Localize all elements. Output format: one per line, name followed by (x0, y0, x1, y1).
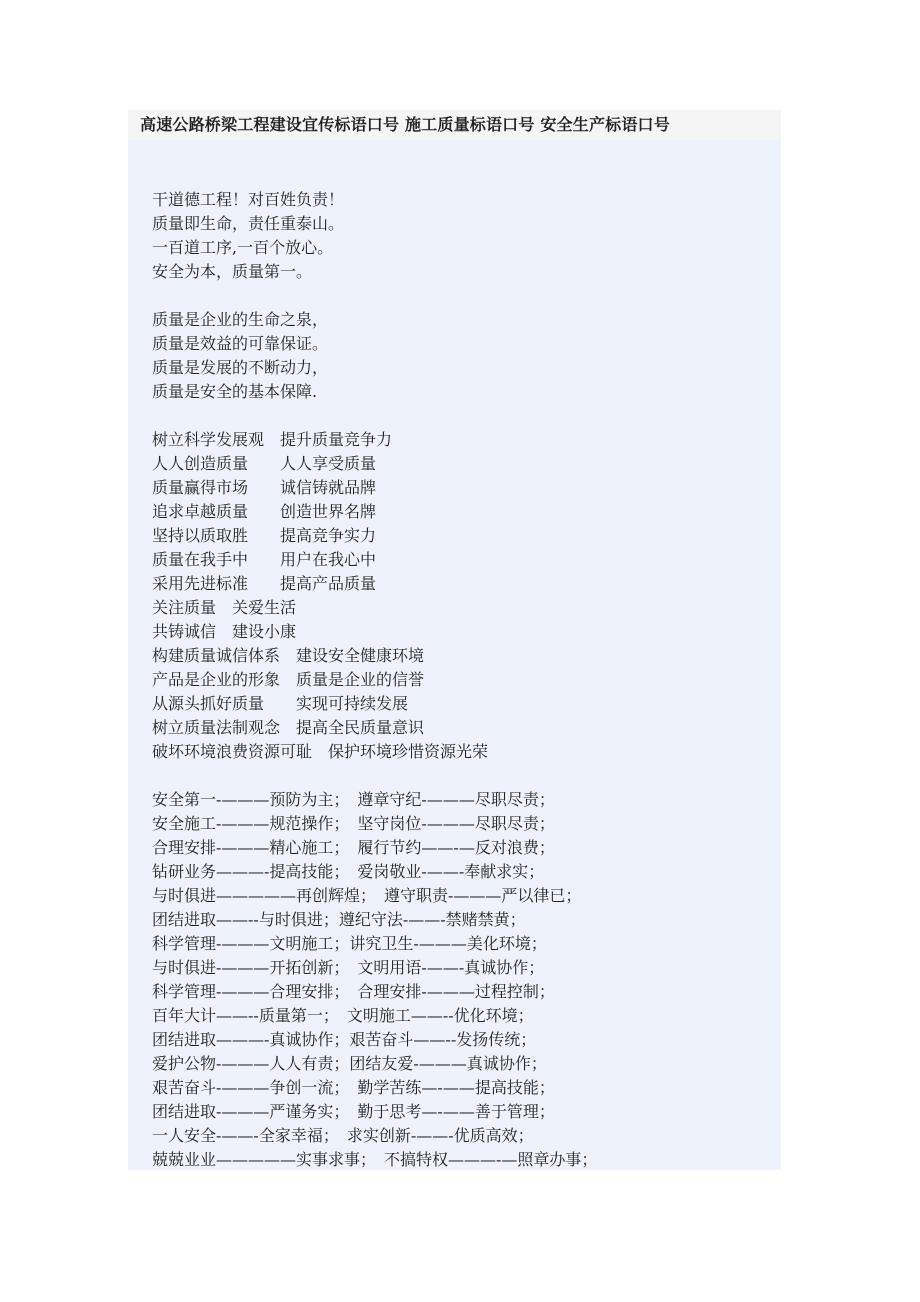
slogan-line: 安全施工-———规范操作； 坚守岗位-———尽职尽责； (152, 814, 555, 833)
slogan-line: 质量赢得市场 诚信铸就品牌 (152, 478, 377, 497)
slogan-line: 质量是安全的基本保障. (152, 382, 318, 401)
slogan-line: 安全为本，质量第一。 (152, 262, 313, 281)
slogan-group (152, 308, 771, 404)
slogan-line: 与时俱进—————再创辉煌； 遵守职责-———严以律已； (152, 886, 582, 905)
slogan-line: 树立质量法制观念 提高全民质量意识 (152, 718, 425, 737)
slogan-line: 合理安排-———精心施工； 履行节约——-—反对浪费； (152, 838, 555, 857)
slogan-line: 质量即生命，责任重泰山。 (152, 214, 345, 233)
slogan-line: 团结进取———-真诚协作；艰苦奋斗——--发扬传统； (152, 1030, 537, 1049)
slogan-line: 质量是企业的生命之泉， (152, 310, 329, 329)
slogan-line: 钻研业务———-提高技能； 爱岗敬业-——-奉献求实； (152, 862, 545, 881)
slogan-line: 与时俱进-———开拓创新； 文明用语-——-真诚协作； (152, 958, 545, 977)
slogan-line: 产品是企业的形象 质量是企业的信誉 (152, 670, 425, 689)
slogan-line: 百年大计——--质量第一； 文明施工——--优化环境； (152, 1006, 534, 1025)
slogan-group (152, 788, 771, 1172)
slogan-group (152, 188, 771, 284)
slogan-line: 共铸诚信 建设小康 (152, 622, 297, 641)
slogan-line: 兢兢业业—————实事求事； 不搞特权———-—照章办事； (152, 1150, 598, 1169)
slogan-line: 干道德工程！对百姓负责！ (152, 190, 345, 209)
slogan-line: 科学管理-———合理安排； 合理安排-———过程控制； (152, 982, 555, 1001)
slogan-line: 艰苦奋斗-———争创一流； 勤学苦练—-——提高技能； (152, 1078, 555, 1097)
slogan-line: 质量是效益的可靠保证。 (152, 334, 329, 353)
title-bar (128, 110, 781, 140)
slogan-line: 构建质量诚信体系 建设安全健康环境 (152, 646, 425, 665)
slogan-line: 采用先进标准 提高产品质量 (152, 574, 377, 593)
slogan-line: 一人安全-——-全家幸福； 求实创新-——-优质高效； (152, 1126, 534, 1145)
slogan-line: 人人创造质量 人人享受质量 (152, 454, 377, 473)
slogan-line: 树立科学发展观 提升质量竞争力 (152, 430, 393, 449)
slogan-line: 关注质量 关爱生活 (152, 598, 297, 617)
slogan-list (152, 188, 771, 1172)
document-title: 高速公路桥梁工程建设宜传标语口号 施工质量标语口号 安全生产标语口号 (140, 115, 670, 134)
slogan-line: 科学管理-———文明施工；讲究卫生-———美化环境； (152, 934, 547, 953)
slogan-line: 爱护公物-———人人有责；团结友爱-———真诚协作； (152, 1054, 547, 1073)
slogan-line: 质量在我手中 用户在我心中 (152, 550, 377, 569)
slogan-line: 坚持以质取胜 提高竞争实力 (152, 526, 377, 545)
slogan-line: 从源头抓好质量 实现可持续发展 (152, 694, 409, 713)
content-panel (128, 140, 781, 1170)
slogan-line: 追求卓越质量 创造世界名牌 (152, 502, 377, 521)
slogan-line: 团结进取——--与时俱进；遵纪守法-——-禁赌禁黄； (152, 910, 526, 929)
slogan-line: 一百道工序,一百个放心。 (152, 238, 334, 257)
slogan-line: 团结进取-———严谨务实； 勤于思考—-——善于管理； (152, 1102, 555, 1121)
slogan-line: 安全第一-———预防为主； 遵章守纪-———尽职尽责； (152, 790, 555, 809)
slogan-line: 破坏环境浪费资源可耻 保护环境珍惜资源光荣 (152, 742, 489, 761)
slogan-line: 质量是发展的不断动力， (152, 358, 329, 377)
slogan-group (152, 428, 771, 764)
